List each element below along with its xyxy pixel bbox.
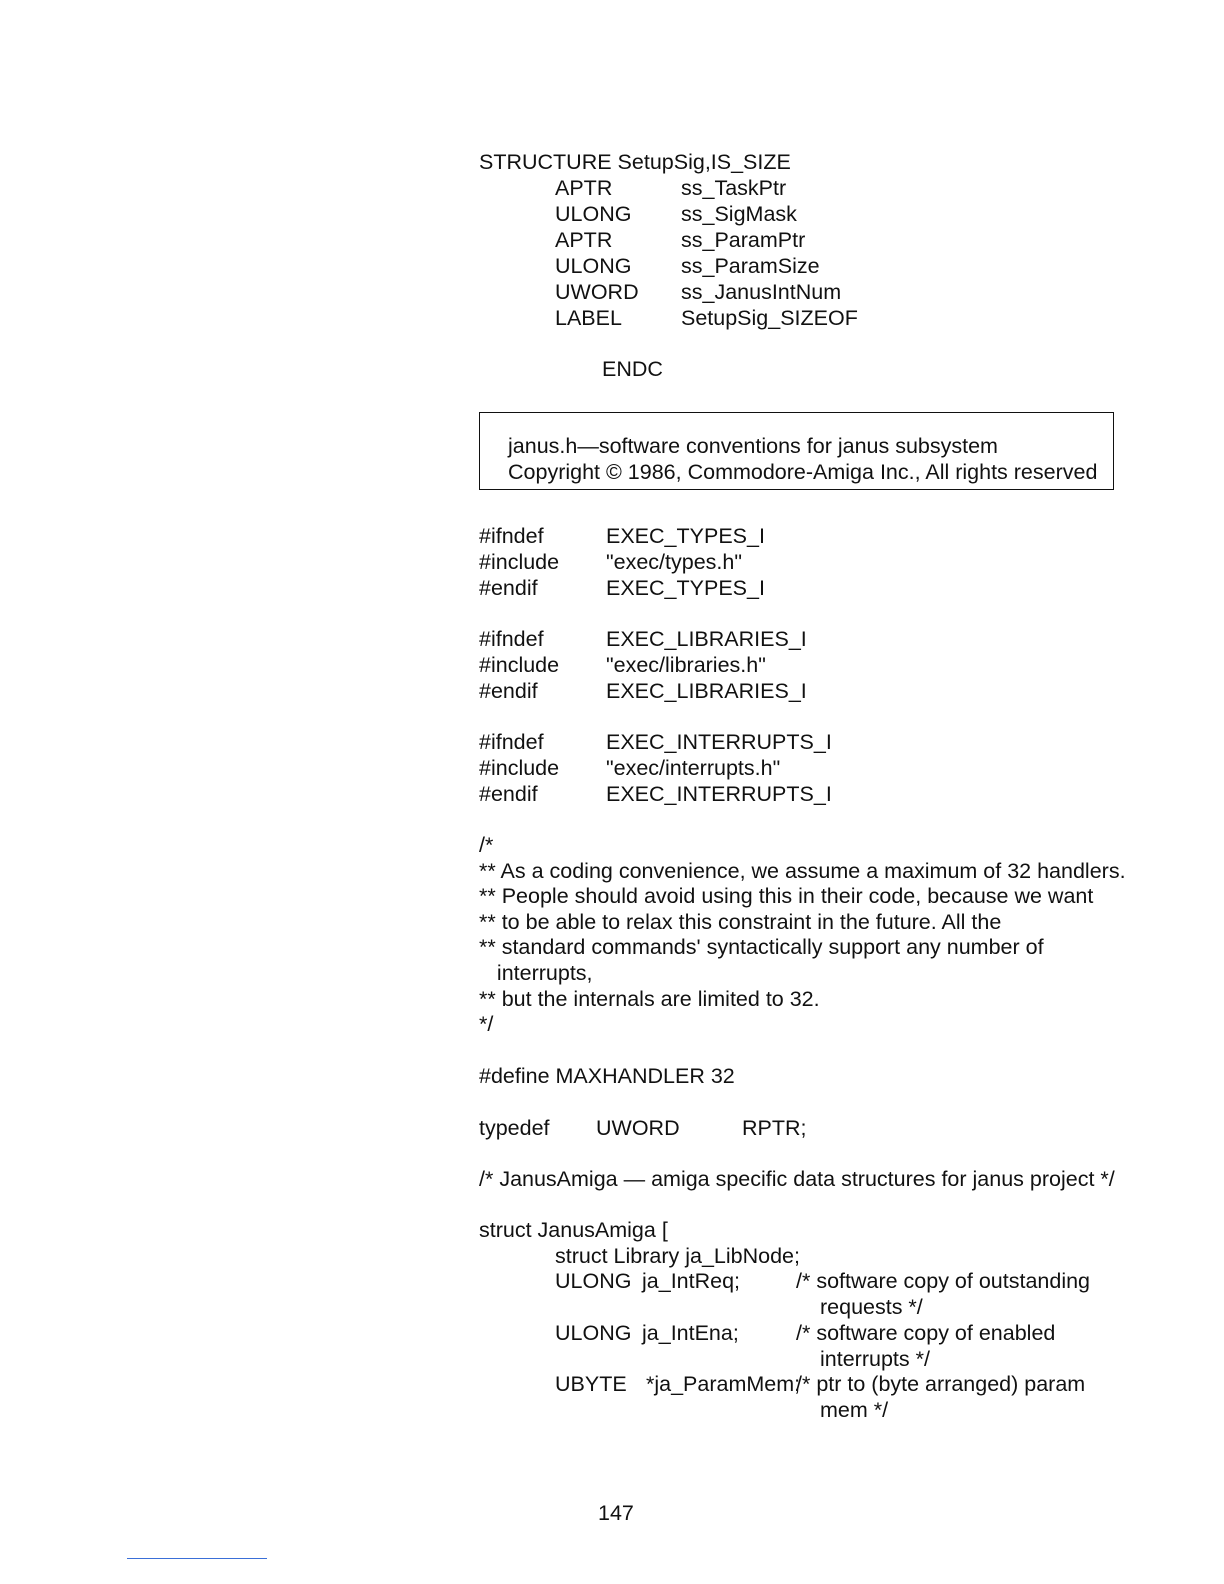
field-type: LABEL bbox=[555, 306, 622, 330]
comment-line: ** to be able to relax this constraint in the future. All the bbox=[479, 910, 1002, 934]
directive: #endif bbox=[479, 679, 538, 703]
member-comment: /* ptr to (byte arranged) param bbox=[796, 1372, 1086, 1396]
janus-amiga-comment: /* JanusAmiga — amiga specific data structures for janus project */ bbox=[479, 1167, 1115, 1191]
member-name: ja_IntReq; bbox=[642, 1269, 741, 1293]
member-name: ja_IntEna; bbox=[642, 1321, 739, 1345]
directive-arg: EXEC_INTERRUPTS_I bbox=[606, 782, 832, 806]
comment-line: ** standard commands' syntactically support any number of bbox=[479, 935, 1044, 959]
field-type: APTR bbox=[555, 176, 613, 200]
member-type: ULONG bbox=[555, 1321, 632, 1345]
define-line: #define MAXHANDLER 32 bbox=[479, 1064, 735, 1088]
comment-line: ** but the internals are limited to 32. bbox=[479, 987, 820, 1011]
field-name: ss_TaskPtr bbox=[681, 176, 787, 200]
field-name: SetupSig_SIZEOF bbox=[681, 306, 858, 330]
member-comment: mem */ bbox=[820, 1398, 889, 1422]
directive: #include bbox=[479, 550, 560, 574]
directive-arg: EXEC_TYPES_I bbox=[606, 576, 765, 600]
typedef-keyword: typedef bbox=[479, 1116, 550, 1140]
directive: #include bbox=[479, 653, 560, 677]
typedef-type: UWORD bbox=[596, 1116, 680, 1140]
directive-arg: EXEC_LIBRARIES_I bbox=[606, 679, 807, 703]
directive: #endif bbox=[479, 782, 538, 806]
comment-line: interrupts, bbox=[479, 961, 593, 985]
member-comment: /* software copy of outstanding bbox=[796, 1269, 1091, 1293]
field-type: APTR bbox=[555, 228, 613, 252]
endc-keyword: ENDC bbox=[602, 357, 663, 381]
comment-line: ** As a coding convenience, we assume a maximum of 32 handlers. bbox=[479, 859, 1126, 883]
setupsig-header: STRUCTURE SetupSig,IS_SIZE bbox=[479, 150, 791, 174]
directive-arg: EXEC_LIBRARIES_I bbox=[606, 627, 807, 651]
field-name: ss_ParamPtr bbox=[681, 228, 806, 252]
file-header-title: janus.h—software conventions for janus subsystem bbox=[508, 434, 998, 458]
struct-header: struct JanusAmiga [ bbox=[479, 1218, 668, 1242]
directive-arg: "exec/interrupts.h" bbox=[606, 756, 781, 780]
field-name: ss_SigMask bbox=[681, 202, 797, 226]
directive-arg: "exec/types.h" bbox=[606, 550, 742, 574]
member-name: *ja_ParamMem; bbox=[646, 1372, 801, 1396]
directive-arg: "exec/libraries.h" bbox=[606, 653, 766, 677]
field-name: ss_JanusIntNum bbox=[681, 280, 842, 304]
page-number: 147 bbox=[598, 1501, 634, 1525]
struct-member: struct Library ja_LibNode; bbox=[555, 1244, 800, 1268]
member-type: ULONG bbox=[555, 1269, 632, 1293]
member-comment: /* software copy of enabled bbox=[796, 1321, 1056, 1345]
member-comment: requests */ bbox=[820, 1295, 923, 1319]
member-comment: interrupts */ bbox=[820, 1347, 930, 1371]
file-header-copyright: Copyright © 1986, Commodore-Amiga Inc., All rights reserved bbox=[508, 460, 1098, 484]
footer-rule bbox=[127, 1558, 267, 1559]
directive: #ifndef bbox=[479, 627, 544, 651]
comment-close: */ bbox=[479, 1012, 494, 1036]
directive: #include bbox=[479, 756, 560, 780]
directive: #ifndef bbox=[479, 524, 544, 548]
directive-arg: EXEC_TYPES_I bbox=[606, 524, 765, 548]
field-type: ULONG bbox=[555, 202, 632, 226]
directive: #ifndef bbox=[479, 730, 544, 754]
field-type: ULONG bbox=[555, 254, 632, 278]
field-name: ss_ParamSize bbox=[681, 254, 820, 278]
typedef-name: RPTR; bbox=[742, 1116, 807, 1140]
comment-line: ** People should avoid using this in their code, because we want bbox=[479, 884, 1094, 908]
comment-open: /* bbox=[479, 833, 494, 857]
directive-arg: EXEC_INTERRUPTS_I bbox=[606, 730, 832, 754]
field-type: UWORD bbox=[555, 280, 639, 304]
directive: #endif bbox=[479, 576, 538, 600]
member-type: UBYTE bbox=[555, 1372, 627, 1396]
